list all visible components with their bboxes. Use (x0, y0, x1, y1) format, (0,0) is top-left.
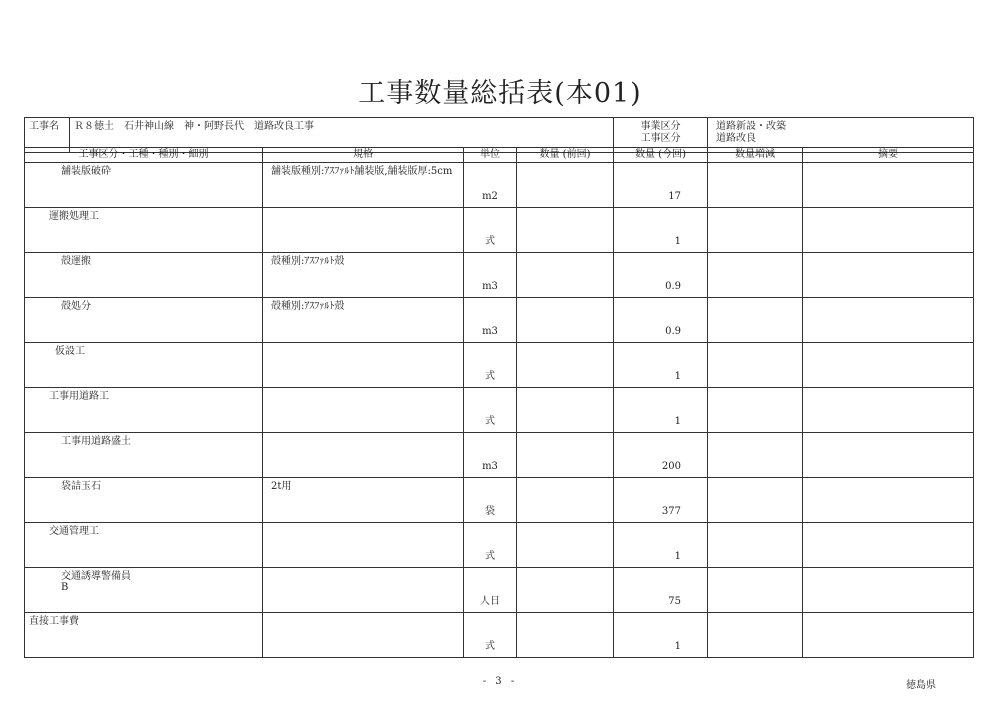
item-qty-now: 1 (674, 416, 681, 427)
table-row (25, 433, 974, 478)
cell-note (803, 298, 974, 343)
col-header-unit: 単位 (464, 148, 517, 163)
cell-unit (464, 208, 517, 253)
cell-unit (464, 613, 517, 658)
cell-item (25, 523, 263, 568)
cell-qty-prev (517, 523, 614, 568)
item-unit: m2 (482, 191, 498, 202)
cell-qty-diff (708, 343, 803, 388)
cell-item (25, 163, 263, 208)
cell-item (25, 298, 263, 343)
cell-qty-now (614, 208, 708, 253)
cell-item (25, 208, 263, 253)
col-header-qty-diff: 数量増減 (708, 148, 803, 163)
item-qty-now: 0.9 (665, 281, 681, 292)
cell-unit (464, 388, 517, 433)
item-spec: 殻種別:ｱｽﾌｧﾙﾄ殻 (271, 256, 345, 267)
cell-item (25, 433, 263, 478)
item-qty-now: 1 (674, 236, 681, 247)
cell-note (803, 388, 974, 433)
cell-qty-diff (708, 613, 803, 658)
cell-qty-prev (517, 568, 614, 613)
table-row (25, 388, 974, 433)
cell-qty-now (614, 298, 708, 343)
cell-spec (263, 163, 464, 208)
item-name: 舗装版破砕 (61, 166, 111, 177)
business-class-label: 事業区分 (640, 121, 681, 132)
item-qty-now: 1 (674, 371, 681, 382)
cell-qty-diff (708, 388, 803, 433)
cell-note (803, 253, 974, 298)
cell-spec (263, 478, 464, 523)
cell-item (25, 388, 263, 433)
cell-qty-diff (708, 568, 803, 613)
item-unit: 式 (485, 416, 495, 427)
item-name: 交通誘導警備員 B (61, 571, 131, 593)
item-name: 運搬処理工 (49, 211, 99, 222)
cell-qty-diff (708, 253, 803, 298)
item-unit: 袋 (485, 506, 495, 517)
table-row (25, 343, 974, 388)
cell-spec (263, 568, 464, 613)
cell-qty-diff (708, 298, 803, 343)
cell-note (803, 208, 974, 253)
cell-qty-diff (708, 478, 803, 523)
item-spec: 舗装版種別:ｱｽﾌｧﾙﾄ舗装版,舗装版厚:5cm (271, 166, 453, 177)
cell-unit (464, 433, 517, 478)
cell-item (25, 478, 263, 523)
cell-item (25, 568, 263, 613)
cell-note (803, 613, 974, 658)
item-qty-now: 1 (674, 641, 681, 652)
quantity-table (24, 147, 974, 658)
table-row (25, 298, 974, 343)
cell-unit (464, 253, 517, 298)
cell-qty-diff (708, 163, 803, 208)
cell-spec (263, 388, 464, 433)
item-unit: m3 (482, 281, 498, 292)
cell-qty-prev (517, 208, 614, 253)
item-unit: 式 (485, 371, 495, 382)
cell-item (25, 253, 263, 298)
cell-spec (263, 253, 464, 298)
prefecture-name: 徳島県 (906, 680, 936, 691)
col-header-qty-prev: 数量 (前回) (517, 148, 614, 163)
cell-spec (263, 613, 464, 658)
cell-qty-now (614, 523, 708, 568)
cell-note (803, 433, 974, 478)
cell-qty-diff (708, 523, 803, 568)
cell-qty-prev (517, 343, 614, 388)
table-row (25, 523, 974, 568)
item-name: 袋詰玉石 (61, 481, 101, 492)
item-qty-now: 17 (668, 191, 681, 202)
item-spec: 2t用 (271, 481, 292, 492)
table-row (25, 163, 974, 208)
item-name: 工事用道路工 (49, 391, 109, 402)
col-header-qty-now: 数量 (今回) (614, 148, 708, 163)
table-header-row (25, 148, 974, 163)
cell-unit (464, 478, 517, 523)
item-unit: 式 (485, 551, 495, 562)
cell-note (803, 523, 974, 568)
cell-spec (263, 208, 464, 253)
cell-qty-prev (517, 298, 614, 343)
item-name: 工事用道路盛土 (61, 436, 131, 447)
cell-note (803, 343, 974, 388)
item-qty-now: 1 (674, 551, 681, 562)
cell-item (25, 613, 263, 658)
col-header-note: 摘要 (803, 148, 974, 163)
cell-spec (263, 523, 464, 568)
cell-spec (263, 433, 464, 478)
cell-qty-now (614, 163, 708, 208)
table-row (25, 613, 974, 658)
item-qty-now: 200 (661, 461, 681, 472)
cell-qty-prev (517, 253, 614, 298)
item-qty-now: 0.9 (665, 326, 681, 337)
item-unit: m3 (482, 326, 498, 337)
business-class-value: 道路新設・改築 (716, 121, 786, 132)
item-name: 仮設工 (55, 346, 85, 357)
table-row (25, 478, 974, 523)
cell-qty-prev (517, 163, 614, 208)
cell-qty-now (614, 388, 708, 433)
col-header-spec: 規格 (263, 148, 464, 163)
cell-qty-diff (708, 208, 803, 253)
cell-note (803, 478, 974, 523)
cell-unit (464, 568, 517, 613)
cell-qty-prev (517, 433, 614, 478)
col-header-item: 工事区分・工種・種別・細別 (25, 148, 263, 163)
cell-qty-now (614, 253, 708, 298)
cell-note (803, 163, 974, 208)
work-class-value: 道路改良 (716, 133, 756, 144)
cell-qty-prev (517, 613, 614, 658)
item-qty-now: 75 (668, 596, 681, 607)
project-label: 工事名 (25, 118, 70, 153)
cell-qty-diff (708, 433, 803, 478)
item-name: 交通管理工 (49, 526, 99, 537)
item-name: 殻処分 (61, 301, 91, 312)
cell-spec (263, 343, 464, 388)
item-spec: 殻種別:ｱｽﾌｧﾙﾄ殻 (271, 301, 345, 312)
work-class-label: 工事区分 (640, 133, 681, 144)
cell-unit (464, 523, 517, 568)
item-unit: 式 (485, 641, 495, 652)
cell-qty-now (614, 568, 708, 613)
table-row (25, 568, 974, 613)
item-name: 直接工事費 (29, 616, 79, 627)
cell-qty-now (614, 478, 708, 523)
page-number: - 3 - (482, 676, 518, 687)
table-row (25, 253, 974, 298)
item-unit: 式 (485, 236, 495, 247)
item-name: 殻運搬 (61, 256, 91, 267)
item-qty-now: 377 (661, 506, 681, 517)
cell-unit (464, 163, 517, 208)
item-unit: 人日 (480, 596, 500, 607)
cell-qty-prev (517, 478, 614, 523)
project-name: Ｒ８徳土 石井神山線 神・阿野長代 道路改良工事 (70, 118, 614, 153)
cell-qty-prev (517, 388, 614, 433)
item-unit: m3 (482, 461, 498, 472)
cell-note (803, 568, 974, 613)
cell-qty-now (614, 343, 708, 388)
cell-qty-now (614, 433, 708, 478)
cell-spec (263, 298, 464, 343)
cell-qty-now (614, 613, 708, 658)
page-title: 工事数量総括表(本01) (358, 78, 642, 109)
cell-item (25, 343, 263, 388)
cell-unit (464, 298, 517, 343)
table-row (25, 208, 974, 253)
cell-unit (464, 343, 517, 388)
